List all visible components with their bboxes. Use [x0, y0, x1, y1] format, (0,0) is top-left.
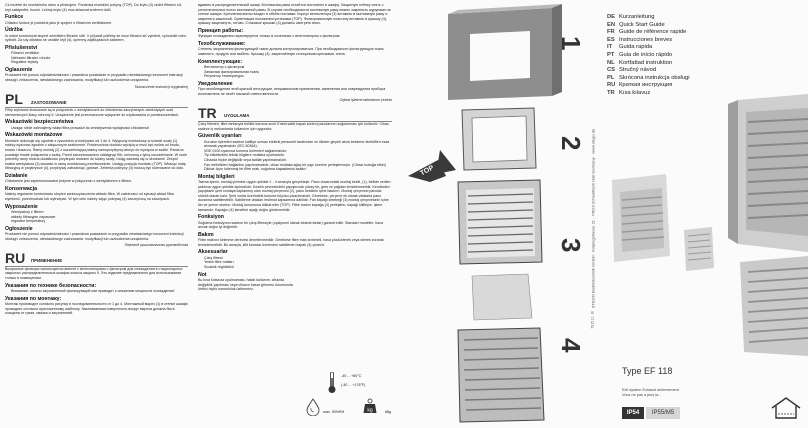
list-item: • Regulátor teploty: [11, 60, 188, 65]
pl-notice-text: Producent nie ponosi odpowiedzialności i prawdziwa posiadanie w przypadku niewłaściwego innosceni instrukcji obsługi i zniszczenia, niewłaściwego zachowania, modyfikacji lub uszkodzenia urządzenia.: [5, 232, 184, 241]
list-item: • VDE 0100 uyarınca koruma önlemleri sağlanmalıdır.: [204, 149, 392, 154]
fan-housing: [458, 180, 542, 264]
cs-accessories-list: [5, 51, 188, 65]
list-item: FR Guide de référence rapide: [607, 29, 687, 36]
top-arrow: [408, 150, 456, 182]
pl-notice-heading: Ogłoszenie: [5, 225, 33, 232]
ru-function-heading: Принцип работы:: [198, 27, 244, 34]
tr-mounting-text: Takma işlemi, montaj çizimine uygun şekilde 1 - 4 sırasıyla gerçekleşir. Pano duvarındaki montaj kesiti, (1), birlikte verilen şablona uygun şekilde açılmalıdır. Kesitin çevresindeki yapıştırıcak yüzey kir, gres ve yağdan temizlenmelidir. Kendinden yapışkanlı şerit contaya kaplanmış olan montaj çerçevesi (2), pano kesitinin içine bastırın. Montaj çerçevesi panoda sürekli olarak kalır. Şerit conta üzerindeki koruma folyosu çıkarılmalıdır. Gerekirse, çerçeve ek olarak vidalarla pano duvarına sabitlenebilir. Sabitleme vidaları teslimat kapsamına dahildir. Fan kapağı kelebeği (3) montaj çerçevesinin içine itin ve yerine oturtun. Montaj konumuna dikkat edin (TOP). Filtre matını kapağa (4) yerleştirin, kapağı kilitleyin. İşlem tamamdır. Kapağın (4) lamelleri aşağı doğru göstermelidir.: [198, 180, 391, 212]
list-item: • Fan elektrikten bağlantısı yapılmamalıdır, cihaz mutlaka ağaç bir yapı üzerine yerleştirmeyin. (Cihazı tozluğa etkin): [204, 163, 392, 168]
list-item: • Çıkış filtresi: [204, 256, 298, 261]
step-number-3: 3: [556, 238, 586, 253]
top-arrow-label: TOP: [419, 164, 436, 178]
cs-intro: Cs mužete do montážního rámu a přístrojem. Ponámka montážní pokyny (TOP). Do krytu (4) vložte filtrační síť, kryt zakapněte, funcni. Ležmý krytu (4) mus sklaovat směrem dolů.: [5, 3, 183, 12]
ru-section-header: [5, 249, 188, 267]
list-item: PT Guia de início rápido: [607, 51, 673, 58]
tr-accessories-heading: Aksesuarlar: [198, 249, 228, 256]
cover-caption: Exit system Exhaust achievement Vous ne pas a plus la...: [622, 388, 679, 397]
step-number-1: 1: [556, 36, 586, 51]
mounting-diagram: [400, 0, 590, 428]
pl-accessories-heading: Wyposażenie: [5, 203, 38, 210]
product-photo-large: [728, 94, 808, 252]
cs-function-heading: Funkce: [5, 14, 24, 21]
ru-maintenance-heading: Техобслуживание:: [198, 40, 246, 47]
list-item: • Filtrační ventilátor: [11, 51, 188, 56]
ru-code: RU: [5, 249, 26, 266]
temp-range: -40 ... +80°C: [341, 374, 362, 378]
cs-notice-text: Producent nie ponosi odpowiedzialności i prawdziva posiadanie w przypadku niewłaściwego innosceni instrukcji obsługi i zniszczenia, niewłaściwego zachowania, modyfikacji lub uszkodzenia urządzenia.: [5, 73, 183, 82]
ru-notice-heading: Уведомление: [198, 80, 233, 87]
tr-original-note: Orjinal işletme talimatının çevirisi: [339, 98, 392, 103]
ip-rating-primary: IP54: [622, 407, 644, 419]
step-number-2: 2: [556, 136, 586, 151]
list-item: PL Skrócona instrukcja obsługi: [607, 74, 690, 81]
list-item: • Запасная фильтровальная ткань: [204, 70, 392, 75]
ru-function-text: Функция охлаждения гарантируется только в сочетании с вентилятором с фильтром.: [198, 34, 341, 39]
ru-title: ПРИМЕНЕНИЕ: [31, 258, 63, 264]
list-item: RU Краткая инструкция: [607, 82, 673, 89]
filter-cover: [458, 328, 544, 422]
pl-mounting-text: Montaże dokonuje się zgodnie z rysunkiem w kolejności od 1 do 4. Wyłączny montażowy w ścianie szafy (1) należy wykonać zgodnie z załączonym szablonem. Powierzchnia docisku wyciętą w musi być wolna od brudu, smaru i tłuszczu. Ramy montaj (2) z uszczelniającą taśmą samoprzylepną włożyć do wycięcia w szafie. Rama ta powstaje trwale połączenia z szafą. Przed zamontowaniem odsłagnąć filtr, ochronną z tylną uszczelnianie. W razie potrzeby ramy można dodatkowo przykręcić śrubami do ściany szafy. Uciąg zawartą się w skrobanie. Zespół kratka wentylatora (3) wsuwać w ramę montażową przedwcześnie. Uwagę pozycja montażu (TOP). Wkaząć matę filtracyjną w przykrywce (4), przykrywę zatrzasnąć, gotowe. Zeberka pokrywy (4) muszą być skierowane do dołu.: [5, 138, 187, 171]
list-item: • Wentylatory z filtrem: [11, 210, 188, 215]
tr-maintenance-heading: Bakım: [198, 231, 214, 238]
pl-section-header: [5, 93, 188, 108]
company-address-strip: [587, 20, 595, 420]
list-item: • Вентилятор с фильтром: [204, 65, 392, 70]
tr-accessories-list: [198, 256, 298, 270]
list-item: • Kurulum işlemleri sadece kalifiye uzman elektrik personeli tarafından ve ülkeler geçerli akım besleme direktifleri esas alınarak yapılmalıdır (IEC 60364).: [204, 140, 392, 149]
ru-accessories-list: [198, 65, 392, 79]
ru-maintenance-text: Степень загрязнения фильтрующей ткани должна контролироваться. При необходимости фильтрующую ткань заменить, продуть или выбить. Крышку (4), закреплённую стопорными крючками, снять.: [198, 47, 384, 56]
mounting-frame: [462, 108, 536, 170]
type-label: Type EF 118: [622, 366, 673, 376]
temp-range-f: (-40 ... +176°F): [341, 383, 366, 387]
ru-safety-heading: Указания по технике безопасности:: [5, 282, 97, 289]
list-item: • Cihazda hiçbir değişiklik veya tadilat yapılmamalıdır.: [204, 158, 392, 163]
weight-icon: [363, 398, 377, 414]
pl-mounting-heading: Wskazówki montażowe: [5, 132, 63, 139]
ru-intro: Выпускные фильтры используются вместе с вентиляторами с фильтром для охлаждения в стационарных закрытых распределительных шкафах класса защиты II. Это изделие предназначено для использования только в помещениях.: [5, 266, 183, 281]
list-item: TR Kısa kılavuz: [607, 89, 651, 96]
exploded-view: [400, 0, 590, 428]
ru-mounting-text: Монтаж производят согласно рисунку в последовательности от 1 до 4. Монтажный вырез (1) в стенке шкафа проводить согласно приложенному шаблону. Заклеиваемая поверхность вокруг выреза должна быть очищена от грязи, смазки и загрязнений.: [5, 302, 188, 316]
list-item: EN Quick Start Guide: [607, 21, 665, 28]
ru-accessories-heading: Комплектующие:: [198, 58, 243, 65]
tr-intro: Çıkış filtreleri, filtre fanlarıyla birlikte koruma sınıfı II'deki sabit kapalı kontrol panolarının soğutulması için kullanılır. Cihaz, sadece iç mekanlarda kullanılım için uygundur.: [198, 121, 390, 131]
step-number-4: 4: [556, 338, 586, 353]
list-item: DE Kurzanleitung: [607, 14, 655, 20]
tr-function-text: Soğutma fonksiyonu sadece bir çıkış filtresiyle (opsiyonel olarak ekstrat fanlar) garanti edilir. Standart modeller, hava ancak doğru iyi değeridir.: [198, 220, 383, 230]
pl-intro: Filtry wylotowe stosowane są w połączeniu z wentylatorami do chłodzenia zaczynanych zamkniętych szaf sterowniczych klasy ochrony II. Urządzenie jest przeznaczone wyłącznie do użytkowania w pomieszczeniach.: [5, 108, 180, 117]
tr-safety-list: [198, 140, 392, 172]
document-number: 7315 11 · B: [590, 311, 595, 329]
list-item: • Dikkat: Aşırı kirlenmiş bir filtre matı, soğutma kapasitesini azaltır!: [204, 167, 392, 172]
pl-title: ZASTOSOWANIE: [31, 99, 67, 105]
tr-mounting-heading: Montaj bilgileri: [198, 173, 235, 180]
pl-safety-list: [5, 126, 188, 131]
list-item: IT Guida rapida: [607, 44, 653, 51]
product-photo-medium: [612, 174, 670, 262]
column-2: [198, 3, 392, 427]
list-item: CS Stručný návod: [607, 67, 657, 74]
filter-mat: [472, 274, 532, 320]
list-item: • Uwaga: silnie zalecajemy wkład filtra prowadzi do zmniejszenia wydajności chłodzenia!: [11, 126, 188, 131]
pl-code: PL: [5, 91, 23, 108]
column-1: [5, 3, 188, 427]
humidity-icon: [305, 398, 321, 416]
pl-accessories-list: [5, 210, 188, 224]
ru-mounting-continued: вдавить в распределительный шкаф. Монтажная рама остаётся постоянно в шкафу. Защитную плёнку снять с уплотнительных полос монтажной рамы. В случае необходимости монтажную раму можно закрепить шурупами на стенке шкафа. Крепления винты входят в объём поставки. Корпус вентилятора (3) вставить в монтажную раму и закрепить зашелкой. Ориентация положения установки (TOP). Фильтровальную пластину вставить в крышку (4), крышку защелкнуть, готово. Стоковые крышки (4) должны смотреть вниз.: [198, 3, 391, 26]
list-item: • Yedek filtre matları: [204, 260, 298, 265]
list-item: NL Kortfattad instruktion: [607, 59, 673, 66]
cs-maintenance-heading: Údržba: [5, 27, 23, 34]
list-item: • Tip etiketindeki teknik bilgilere mutlaka uyulmalıdır.: [204, 153, 392, 158]
tr-safety-heading: Güvenlik uyarıları: [198, 133, 242, 140]
tr-function-heading: Fonksiyon: [198, 214, 224, 221]
cover-page: [600, 0, 808, 428]
tr-maintenance-text: Filtre matının kirlenme derecesi denetlenmelidir. Gerekirse filtre matı arıtılmeli, hava püskürterek veya silerek vurarak temizlenmelidir. Bu amaçla, kilit kancası üzerinden sabitlenen kapak (4) çıkarılır.: [198, 238, 384, 247]
tr-code: TR: [198, 104, 217, 121]
list-item: • Náhradní filtrační rohože: [11, 56, 188, 61]
ru-safety-list: [5, 289, 188, 294]
house-icon: [770, 396, 802, 420]
product-photo-small-a: [684, 227, 714, 271]
pl-original-note: Tłumaczenie instrukcji oryginalnej: [134, 84, 188, 89]
list-item: • regulator temperatury: [11, 219, 188, 224]
ru-notice-text: При несоблюдении этой краткой инструкции, неправильном применении, изменении или повреждении прибора изготовитель не несёт никакой ответственности.: [198, 87, 386, 96]
pl-safety-heading: Wskazówki bezpieczeństwa: [5, 119, 74, 126]
svg-text:kg: kg: [367, 407, 373, 414]
product-photos: [600, 0, 808, 360]
tr-note-heading: Not: [198, 271, 207, 278]
tr-title: UYGULAMA: [224, 113, 250, 119]
cs-function-text: Chladicí funkce je podobná jako je spojení s filtračním ventilátorem.: [5, 20, 113, 25]
thermometer-icon: [327, 372, 337, 394]
pl-function-text: Chłodzenie jest zapewnionowane jedynie w połączeniu z wentylatorem z filtrem.: [5, 179, 133, 184]
list-item: • Sıcaklık regülatörü: [204, 265, 298, 270]
tr-section-header: [198, 104, 392, 122]
weight-value: 88g: [385, 410, 391, 414]
pl-function-heading: Działanie: [5, 172, 28, 179]
wall-panel: [448, 4, 562, 100]
list-item: • Внимание: сильно загрязненный фильтрующий мат приводит к снижению мощности охлаждения!: [11, 289, 188, 294]
ip-rating-secondary: IP55/M5: [646, 407, 680, 419]
cs-accessories-heading: Příslušenství: [5, 44, 38, 51]
cs-notice-heading: Oglaszenie: [5, 66, 33, 73]
pl-maintenance-heading: Konserwacja: [5, 185, 38, 192]
humidity-value: max. 90%RH: [323, 410, 345, 414]
ru-mounting-heading: Указания по монтажу:: [5, 295, 62, 302]
list-item: ES Instrucciones breves: [607, 36, 673, 43]
list-item: • wkłady filtracyjne zapasowe: [11, 215, 188, 220]
product-photo-small-b: [740, 256, 808, 356]
cs-maintenance-text: In nutné kontrolovat stupně znečištění filtrační sítě. V případě potřeby se musí filtrační síť vyměnit, vyhodukit nebo vyčistit. Za síly zůstáno se vzdálte krýt (4), opereny zajištuplacích kabelem.: [5, 33, 187, 43]
tr-note-text: Bu kısa kılavuza uyulmaması, hatalı kullanım, cihazda değişiklik yapılması veya cihazın hasar görmesi durumunda üretici hiçbir sorumluluk üstlenmez.: [198, 278, 293, 292]
ru-original-note: Перевод оригинального руководства: [124, 243, 188, 248]
list-item: • Регулятор температуры: [204, 74, 392, 79]
company-address: STEGO Elektrotechnik GmbH · Kolpingstrasse 21 · 74523 Schwäbisch Hall Germany · www.stego.de: [590, 128, 596, 309]
pl-maintenance-text: Należy regularnie kontrolować stopień zanieczyszczenia wkładu filtra. W zależności od sytuacji wkład filtra wymienić, przedmuchać lub wytrzepać. W tym celu należy zdjąć pokrywę (4) zaczepioną na zaczepach.: [5, 192, 174, 201]
